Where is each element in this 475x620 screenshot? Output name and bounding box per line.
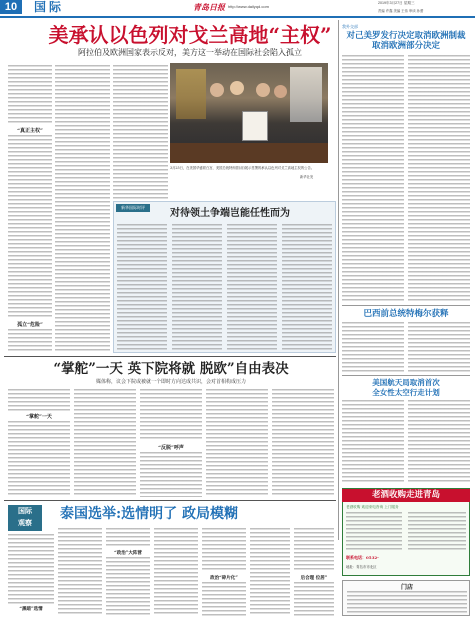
editor-credits: 责编 许鑫 美编 王伟 审读 孙蕾 — [378, 9, 424, 13]
brexit-subhead-1: “掌舵”一天 — [26, 414, 52, 420]
page-number: 10 — [0, 0, 22, 14]
signed-document — [242, 111, 268, 141]
thai-headline: 泰国选举:选情明了 政局模糊 — [60, 506, 239, 522]
main-subheadline: 阿拉伯及欧洲国家表示反对，美方这一举动在国际社会陷入孤立 — [78, 48, 302, 57]
newspaper-logo: 青岛日报 — [193, 2, 225, 12]
thai-badge-line1: 国际 — [18, 506, 32, 515]
photo-credit: 新华社发 — [300, 175, 314, 179]
right-top-kicker: 我外交部 — [342, 24, 358, 29]
thai-subhead-3: 政治“碎片化” — [210, 576, 238, 581]
right-article2-title-line2: 全女性太空行走计划 — [372, 388, 440, 397]
right-article2-title-line1: 美国航天局取消首次 — [372, 378, 440, 387]
main-headline: 美承认以色列对戈兰高地“主权” — [48, 23, 332, 47]
brexit-headline: “掌舵”一天 英下院将就 脱欧”自由表决 — [53, 361, 289, 377]
main-article-column-1 — [8, 65, 52, 125]
main-article-subhead-1: “真正主权” — [17, 128, 43, 134]
main-article-column-2 — [55, 65, 110, 353]
commentary-title: 对待领土争端岂能任性而为 — [170, 208, 290, 219]
ad-phone: 联系电话：0532- — [346, 555, 379, 560]
right-top-title-line2: 取消欧洲部分决定 — [371, 41, 440, 51]
commentary-badge: 新华国际时评 — [116, 204, 150, 212]
footer-ad-title: 门店 — [400, 584, 413, 591]
main-photo — [170, 63, 328, 163]
footer-ad — [342, 580, 470, 616]
flag-shape — [176, 69, 206, 119]
ad-body: 老酒收购 欢迎来电咨询 上门服务 — [346, 505, 399, 509]
person-figure — [256, 83, 270, 97]
brexit-subheadline: 媒体称，议会下院或被就一个即时方向达成共识，会对首相构成压力 — [95, 379, 246, 385]
ad-footer: 地址：青岛市市北区 — [346, 565, 377, 569]
thai-badge-line2: 观察 — [18, 518, 32, 527]
flag-shape — [290, 67, 322, 122]
desk — [170, 143, 328, 163]
page-header — [0, 0, 475, 17]
website-url: http://www.dailyqd.com — [228, 4, 269, 9]
section-title: 国际 — [34, 0, 65, 14]
right-top-title: 对己美罗发行决定取消欧洲制裁 — [346, 31, 466, 41]
brexit-subhead-2: “反脱”呼声 — [158, 445, 184, 451]
person-figure — [230, 81, 244, 95]
person-figure — [210, 83, 224, 97]
ad-title: 老酒收购走进青岛 — [342, 489, 470, 502]
thai-badge — [8, 505, 42, 531]
main-article-subhead-2: 孤立“危险” — [17, 322, 43, 328]
main-article-column-3 — [113, 65, 168, 201]
photo-caption: 3月25日，在美国华盛顿白宫，美国总统特朗普(前)展示签署的承认以色列对戈兰高地主权的公告。 — [170, 166, 315, 170]
thai-subhead-4: 后合理 位居” — [300, 576, 328, 581]
issue-date: 2019年3月27日 星期三 — [378, 1, 415, 5]
thai-subhead-1: “黑暗”选情 — [19, 607, 43, 612]
person-figure — [274, 85, 287, 98]
thai-subhead-2: “政治”大阵营 — [114, 551, 142, 556]
right-article1-title: 巴西前总统特梅尔获释 — [363, 309, 449, 319]
